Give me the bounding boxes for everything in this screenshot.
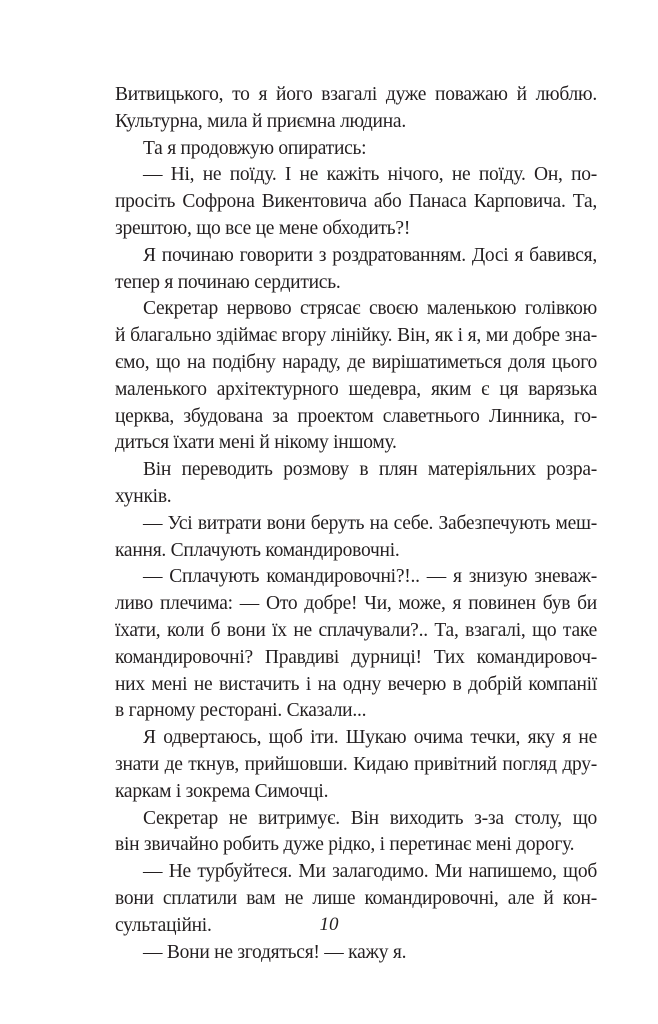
page-body-text <box>115 82 597 966</box>
text-line: церква, збудована за проектом славетнього Линника, го- <box>115 405 597 427</box>
text-line: каркам і зокрема Симочці. <box>115 780 329 802</box>
text-line: кання. Сплачують командировочні. <box>115 539 400 561</box>
text-line: Він переводить розмову в плян матеріяльних розра- <box>143 459 597 481</box>
text-line: Секретар нервово стрясає своєю маленькою голівкою <box>143 298 597 320</box>
text-line: й благально здіймає вгору лінійку. Він, як і я, ми добре зна- <box>115 325 597 347</box>
text-line: ливо плечима: — Ото добре! Чи, може, я повинен був би <box>115 593 597 615</box>
text-line: диться їхати мені й нікому іншому. <box>115 432 397 454</box>
page-number: 10 <box>319 914 339 935</box>
text-line: Та я продовжую опиратись: <box>143 137 367 159</box>
text-line: в гарному ресторані. Сказали... <box>115 700 367 722</box>
text-line: він звичайно робить дуже рідко, і перетинає мені дорогу. <box>115 834 575 856</box>
text-line: — Не турбуйтеся. Ми залагодимо. Ми напишемо, щоб <box>143 861 597 883</box>
text-line: зрештою, що все це мене обходить?! <box>115 217 411 239</box>
text-line: сультаційні. <box>115 914 212 936</box>
text-line: тепер я починаю сердитись. <box>115 271 341 293</box>
text-line: Я одвертаюсь, щоб іти. Шукаю очима течки, яку я не <box>143 727 597 749</box>
text-line: — Усі витрати вони беруть на себе. Забезпечують меш- <box>143 512 597 534</box>
text-line: ємо, що на подібну нараду, де вирішатиметься доля цього <box>115 351 597 373</box>
text-line: вони сплатили вам не лише командировочні, але й кон- <box>115 887 597 909</box>
text-line: — Ні, не поїду. І не кажіть нічого, не поїду. Он, по- <box>143 164 597 186</box>
text-line: Витвицького, то я його взагалі дуже поважаю й люблю. <box>115 84 597 105</box>
text-line: їхати, коли б вони їх не сплачували?.. Та, взагалі, що таке <box>115 619 597 641</box>
text-line: них мені не вистачить і на одну вечерю в добрій компанії <box>115 673 597 695</box>
text-line: — Сплачують командировочні?!.. — я знизую зневаж- <box>143 566 597 588</box>
paragraph-lines <box>115 82 597 966</box>
text-line: Культурна, мила й приємна людина. <box>115 110 406 132</box>
text-line: командировочні? Правдиві дурниці! Тих командировоч- <box>115 646 597 668</box>
text-line: маленького архітектурного шедевра, яким є ця варязька <box>115 378 597 400</box>
text-line: Я починаю говорити з роздратованням. Досі я бавився, <box>143 244 597 266</box>
text-line: хунків. <box>115 485 172 507</box>
text-line: знати де ткнув, прийшовши. Кидаю привітний погляд дру- <box>115 753 597 775</box>
text-line: — Вони не згодяться! — кажу я. <box>143 941 407 963</box>
text-line: Секретар не витримує. Він виходить з-за столу, що <box>143 807 597 829</box>
text-line: просіть Софрона Викентовича або Панаса Карповича. Та, <box>115 191 597 213</box>
